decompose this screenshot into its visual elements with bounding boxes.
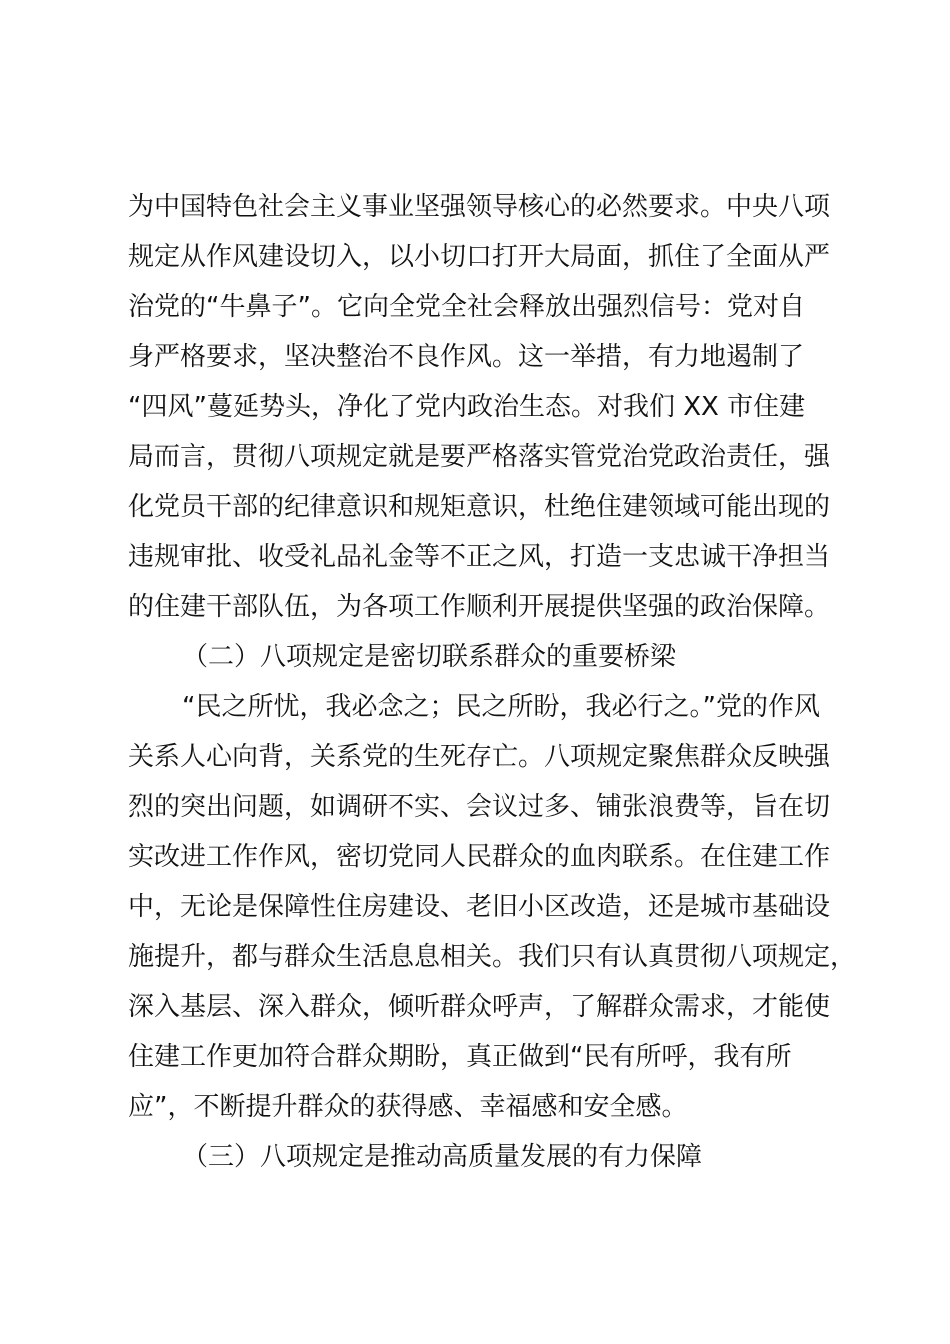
text-line: 为中国特色社会主义事业坚强领导核心的必然要求。中央八项 [128,192,831,222]
text-line: 违规审批、收受礼品礼金等不正之风，打造一支忠诚干净担当 [128,542,831,572]
text-line: 关系人心向背，关系党的生死存亡。八项规定聚焦群众反映强 [128,742,831,772]
section-heading-3: （三）八项规定是推动高质量发展的有力保障 [182,1142,703,1172]
section-heading-2: （二）八项规定是密切联系群众的重要桥梁 [182,642,677,672]
text-line: 治党的“牛鼻子”。它向全党全社会释放出强烈信号：党对自 [128,292,805,322]
text-line: 中，无论是保障性住房建设、老旧小区改造，还是城市基础设 [128,892,831,922]
text-line: 住建工作更加符合群众期盼，真正做到“民有所呼，我有所 [128,1042,792,1072]
text-line: 实改进工作作风，密切党同人民群众的血肉联系。在住建工作 [128,842,831,872]
text-line: 深入基层、深入群众，倾听群众呼声，了解群众需求，才能使 [128,992,831,1022]
text-line: “四风”蔓延势头，净化了党内政治生态。对我们 XX 市住建 [128,392,806,422]
text-line: 应”，不断提升群众的获得感、幸福感和安全感。 [128,1092,688,1122]
text-line: 烈的突出问题，如调研不实、会议过多、铺张浪费等，旨在切 [128,792,831,822]
text-line: “民之所忧，我必念之；民之所盼，我必行之。”党的作风 [182,692,820,722]
text-line: 规定从作风建设切入，以小切口打开大局面，抓住了全面从严 [128,242,831,272]
text-line: 化党员干部的纪律意识和规矩意识，杜绝住建领域可能出现的 [128,492,831,522]
text-line: 施提升，都与群众生活息息相关。我们只有认真贯彻八项规定， [128,942,857,972]
text-line: 局而言，贯彻八项规定就是要严格落实管党治党政治责任，强 [128,442,831,472]
body-text [128,182,857,1182]
text-line: 身严格要求，坚决整治不良作风。这一举措，有力地遏制了 [128,342,805,372]
text-line: 的住建干部队伍，为各项工作顺利开展提供坚强的政治保障。 [128,592,831,622]
